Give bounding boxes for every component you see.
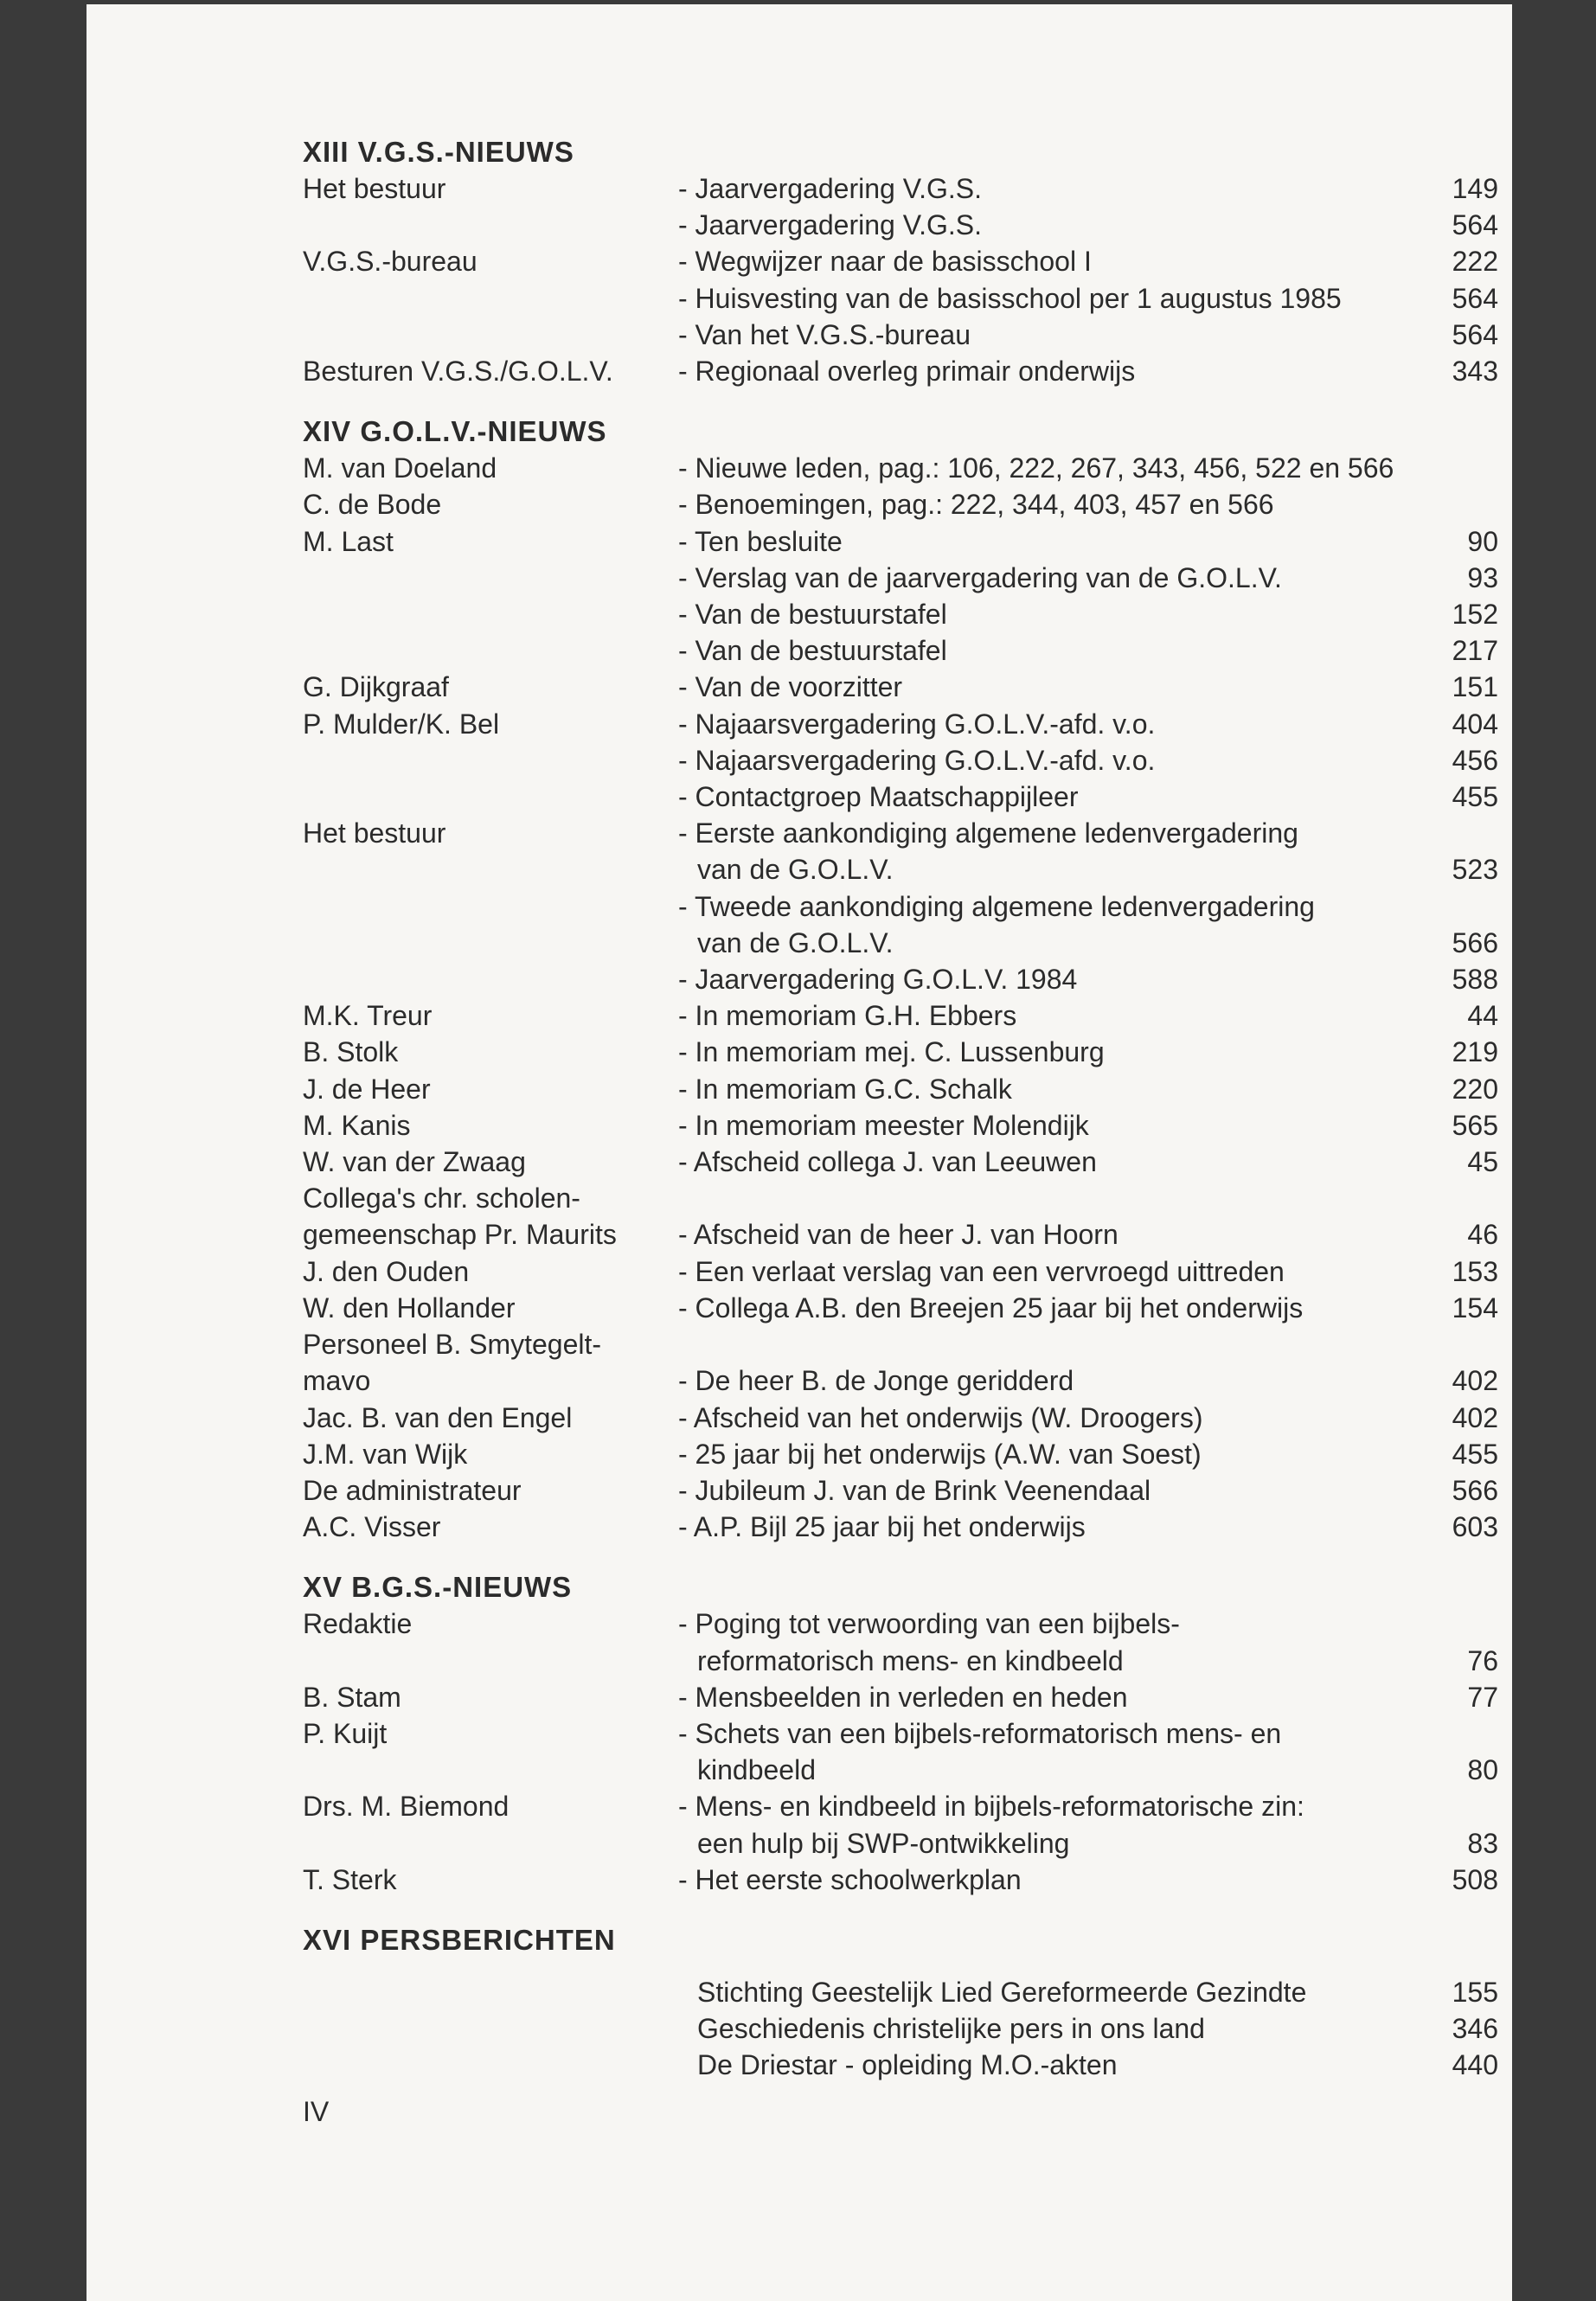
entry-title-line: reformatorisch mens- en kindbeeld xyxy=(697,1644,1124,1676)
entry-page-number: 402 xyxy=(1452,1401,1498,1433)
entry-title xyxy=(678,1144,1426,1180)
entry-title-line: - 25 jaar bij het onderwijs (A.W. van Soest) xyxy=(678,1438,1202,1470)
entry-title-line: - Het eerste schoolwerkplan xyxy=(678,1863,1022,1895)
entry-title xyxy=(678,2047,1426,2083)
entry-author xyxy=(303,1974,678,2010)
entry-title-line xyxy=(678,1180,1426,1216)
entry-title-line: - Jubileum J. van de Brink Veenendaal xyxy=(678,1474,1151,1506)
index-entry-row xyxy=(303,1472,1498,1509)
index-entry-row xyxy=(303,486,1498,522)
index-entry-row xyxy=(303,1362,1498,1399)
index-entry-row xyxy=(303,1715,1498,1788)
entry-author: V.G.S.-bureau xyxy=(303,246,478,278)
entry-title xyxy=(678,1071,1426,1107)
entry-title xyxy=(678,815,1426,888)
entry-title-line: - Regionaal overleg primair onderwijs xyxy=(678,356,1136,388)
entry-title xyxy=(678,1253,1426,1290)
entry-title-line: - In memoriam mej. C. Lussenburg xyxy=(678,1036,1105,1068)
entry-title-line: - Ten besluite xyxy=(678,525,843,557)
entry-author: Personeel B. Smytegelt- xyxy=(303,1329,602,1361)
entry-title xyxy=(678,1606,1426,1678)
entry-title xyxy=(678,779,1426,815)
entry-author: W. den Hollander xyxy=(303,1292,516,1324)
entry-page-number: 603 xyxy=(1452,1511,1498,1543)
index-entry-row xyxy=(303,1606,1498,1678)
entry-title xyxy=(678,243,1426,279)
entry-title xyxy=(678,632,1426,669)
entry-author: M.K. Treur xyxy=(303,1000,433,1032)
index-content xyxy=(303,134,1498,2084)
entry-title-line: - Jaarvergadering V.G.S. xyxy=(678,209,982,241)
entry-title-line: - In memoriam G.C. Schalk xyxy=(678,1073,1012,1105)
entry-page-number: 508 xyxy=(1452,1863,1498,1895)
entry-author: gemeenschap Pr. Maurits xyxy=(303,1219,617,1251)
index-entry-row xyxy=(303,997,1498,1034)
entry-title-line: - Poging tot verwoording van een bijbels- xyxy=(678,1608,1180,1640)
entry-title xyxy=(678,1326,1426,1362)
entry-page-number: 149 xyxy=(1452,173,1498,204)
index-entry-row xyxy=(303,888,1498,961)
index-entry-row xyxy=(303,450,1498,486)
entry-author xyxy=(303,888,678,961)
entry-title-line: een hulp bij SWP-ontwikkeling xyxy=(697,1827,1070,1859)
entry-author: Het bestuur xyxy=(303,817,446,849)
entry-author: Collega's chr. scholen- xyxy=(303,1183,580,1215)
entry-author xyxy=(303,2047,678,2083)
entry-page-number: 455 xyxy=(1452,781,1498,813)
entry-title xyxy=(678,706,1426,742)
entry-page-number: 564 xyxy=(1452,282,1498,314)
entry-author: M. Last xyxy=(303,525,394,557)
index-entry-row xyxy=(303,170,1498,207)
entry-title xyxy=(678,1788,1426,1861)
index-entry-row xyxy=(303,1071,1498,1107)
entry-author: B. Stolk xyxy=(303,1036,399,1068)
entry-title xyxy=(678,961,1426,997)
entry-author: J. den Ouden xyxy=(303,1255,470,1287)
entry-title xyxy=(678,1472,1426,1509)
entry-title xyxy=(678,1400,1426,1436)
entry-author xyxy=(303,317,678,353)
entry-title-line: van de G.O.L.V. xyxy=(697,854,894,886)
index-entry-row xyxy=(303,706,1498,742)
entry-title xyxy=(678,742,1426,779)
index-entry-row xyxy=(303,280,1498,317)
index-entry-row xyxy=(303,1788,1498,1861)
entry-page-number: 154 xyxy=(1452,1292,1498,1324)
page-number: IV xyxy=(303,2096,330,2127)
index-entry-row xyxy=(303,779,1498,815)
entry-title-line: - Afscheid van het onderwijs (W. Droogers) xyxy=(678,1401,1203,1433)
entry-author xyxy=(303,632,678,669)
entry-title xyxy=(678,170,1426,207)
entry-title-line: - Een verlaat verslag van een vervroegd uittreden xyxy=(678,1255,1285,1287)
entry-author: J. de Heer xyxy=(303,1073,431,1105)
entry-page-number: 455 xyxy=(1452,1438,1498,1470)
entry-page-number: 220 xyxy=(1452,1073,1498,1105)
entry-author: Jac. B. van den Engel xyxy=(303,1401,573,1433)
entry-title xyxy=(678,280,1426,317)
entry-title-line: - Nieuwe leden, pag.: 106, 222, 267, 343, 456, 522 en 566 xyxy=(678,452,1394,484)
entry-title-line: - Schets van een bijbels-reformatorisch mens- en xyxy=(678,1717,1282,1749)
entry-author: J.M. van Wijk xyxy=(303,1438,468,1470)
entry-title-line: - Van het V.G.S.-bureau xyxy=(678,318,971,350)
index-entry-row xyxy=(303,353,1498,389)
entry-author xyxy=(303,742,678,779)
entry-title xyxy=(678,596,1426,632)
entry-title xyxy=(678,1436,1426,1472)
entry-page-number: 93 xyxy=(1467,561,1498,593)
index-entry-row xyxy=(303,1180,1498,1216)
index-section xyxy=(303,134,1498,389)
entry-title-line: - Najaarsvergadering G.O.L.V.-afd. v.o. xyxy=(678,744,1156,776)
entry-title-line: - Verslag van de jaarvergadering van de G.O.L.V. xyxy=(678,561,1282,593)
entry-title-line: - Jaarvergadering V.G.S. xyxy=(678,173,982,204)
entry-author: W. van der Zwaag xyxy=(303,1146,526,1178)
entry-title-line: - Collega A.B. den Breejen 25 jaar bij het onderwijs xyxy=(678,1292,1304,1324)
entry-title xyxy=(678,1509,1426,1545)
entry-author: C. de Bode xyxy=(303,489,442,521)
entry-page-number: 44 xyxy=(1467,1000,1498,1032)
entry-page-number: 80 xyxy=(1467,1754,1498,1786)
entry-title-line: - Van de bestuurstafel xyxy=(678,599,947,631)
entry-page-number: 404 xyxy=(1452,708,1498,740)
entry-title-line: Geschiedenis christelijke pers in ons land xyxy=(697,2013,1205,2045)
entry-title xyxy=(678,1290,1426,1326)
entry-title-line: - De heer B. de Jonge geridderd xyxy=(678,1365,1074,1397)
index-entry-row xyxy=(303,742,1498,779)
entry-title xyxy=(678,1362,1426,1399)
section-title: XIII V.G.S.-NIEUWS xyxy=(303,136,574,168)
entry-page-number: 76 xyxy=(1467,1644,1498,1676)
entry-title xyxy=(678,669,1426,705)
entry-author: P. Mulder/K. Bel xyxy=(303,708,500,740)
index-entry-row xyxy=(303,961,1498,997)
index-section xyxy=(303,1922,1498,2084)
section-title: XV B.G.S.-NIEUWS xyxy=(303,1571,573,1604)
section-title: XVI PERSBERICHTEN xyxy=(303,1923,616,1956)
entry-page-number: 402 xyxy=(1452,1365,1498,1397)
index-entry-row xyxy=(303,523,1498,560)
entry-title xyxy=(678,1216,1426,1253)
entry-title xyxy=(678,888,1426,961)
index-entry-row xyxy=(303,1436,1498,1472)
entry-title-line xyxy=(678,1326,1426,1362)
entry-title xyxy=(678,523,1426,560)
index-entry-row xyxy=(303,1326,1498,1362)
index-entry-row xyxy=(303,1862,1498,1898)
entry-title xyxy=(678,1679,1426,1715)
index-entry-row xyxy=(303,207,1498,243)
index-entry-row xyxy=(303,317,1498,353)
entry-page-number: 564 xyxy=(1452,318,1498,350)
entry-title-line: kindbeeld xyxy=(697,1754,816,1786)
index-entry-row xyxy=(303,560,1498,596)
entry-author: T. Sterk xyxy=(303,1863,397,1895)
entry-title-line: - Jaarvergadering G.O.L.V. 1984 xyxy=(678,964,1078,996)
entry-title xyxy=(678,1034,1426,1070)
entry-page-number: 90 xyxy=(1467,525,1498,557)
entry-title xyxy=(678,450,1426,486)
entry-title-line: De Driestar - opleiding M.O.-akten xyxy=(697,2049,1118,2081)
index-entry-row xyxy=(303,1400,1498,1436)
entry-title xyxy=(678,1862,1426,1898)
index-entry-row xyxy=(303,2010,1498,2047)
index-entry-row xyxy=(303,1034,1498,1070)
entry-author: Het bestuur xyxy=(303,173,446,204)
entry-page-number: 46 xyxy=(1467,1219,1498,1251)
entry-page-number: 77 xyxy=(1467,1681,1498,1713)
entry-title xyxy=(678,2010,1426,2047)
entry-title-line: - Afscheid van de heer J. van Hoorn xyxy=(678,1219,1118,1251)
entry-author xyxy=(303,961,678,997)
entry-title-line: - Huisvesting van de basisschool per 1 augustus 1985 xyxy=(678,282,1342,314)
index-entry-row xyxy=(303,1974,1498,2010)
entry-title-line: - Najaarsvergadering G.O.L.V.-afd. v.o. xyxy=(678,708,1156,740)
entry-author xyxy=(303,280,678,317)
entry-title xyxy=(678,560,1426,596)
entry-page-number: 456 xyxy=(1452,744,1498,776)
entry-page-number: 346 xyxy=(1452,2013,1498,2045)
index-section xyxy=(303,413,1498,1545)
entry-title-line: - Wegwijzer naar de basisschool I xyxy=(678,246,1092,278)
entry-title-line: - In memoriam G.H. Ebbers xyxy=(678,1000,1017,1032)
entry-page-number: 152 xyxy=(1452,599,1498,631)
entry-author: Besturen V.G.S./G.O.L.V. xyxy=(303,356,613,388)
entry-title xyxy=(678,486,1426,522)
entry-title xyxy=(678,353,1426,389)
scanned-page xyxy=(87,4,1512,2301)
entry-page-number: 440 xyxy=(1452,2049,1498,2081)
index-entry-row xyxy=(303,243,1498,279)
entry-author: M. Kanis xyxy=(303,1109,411,1141)
entry-page-number: 155 xyxy=(1452,1976,1498,2008)
entry-title xyxy=(678,1715,1426,1788)
index-entry-row xyxy=(303,596,1498,632)
entry-page-number: 219 xyxy=(1452,1036,1498,1068)
entry-title xyxy=(678,997,1426,1034)
entry-title xyxy=(678,1974,1426,2010)
entry-title xyxy=(678,207,1426,243)
entry-title-line: - Eerste aankondiging algemene ledenvergadering xyxy=(678,817,1298,849)
index-entry-row xyxy=(303,1679,1498,1715)
entry-page-number: 565 xyxy=(1452,1109,1498,1141)
entry-author: M. van Doeland xyxy=(303,452,497,484)
entry-page-number: 564 xyxy=(1452,209,1498,241)
index-entry-row xyxy=(303,1253,1498,1290)
entry-author: De administrateur xyxy=(303,1474,522,1506)
index-entry-row xyxy=(303,669,1498,705)
entry-title xyxy=(678,317,1426,353)
entry-title-line: - Benoemingen, pag.: 222, 344, 403, 457 en 566 xyxy=(678,489,1274,521)
entry-title-line: - Mensbeelden in verleden en heden xyxy=(678,1681,1128,1713)
entry-page-number: 523 xyxy=(1452,854,1498,886)
index-entry-row xyxy=(303,2047,1498,2083)
entry-title-line: - Van de bestuurstafel xyxy=(678,635,947,667)
entry-author: mavo xyxy=(303,1365,371,1397)
entry-title-line: - Mens- en kindbeeld in bijbels-reformatorische zin: xyxy=(678,1791,1304,1823)
entry-page-number: 153 xyxy=(1452,1255,1498,1287)
index-entry-row xyxy=(303,632,1498,669)
entry-author: Drs. M. Biemond xyxy=(303,1791,510,1823)
index-section xyxy=(303,1569,1498,1898)
entry-page-number: 83 xyxy=(1467,1827,1498,1859)
entry-page-number: 45 xyxy=(1467,1146,1498,1178)
entry-title-line: - A.P. Bijl 25 jaar bij het onderwijs xyxy=(678,1511,1086,1543)
index-entry-row xyxy=(303,815,1498,888)
entry-title-line: - Tweede aankondiging algemene ledenvergadering xyxy=(678,890,1315,922)
entry-author xyxy=(303,2010,678,2047)
entry-title-line: - Afscheid collega J. van Leeuwen xyxy=(678,1146,1097,1178)
entry-page-number: 566 xyxy=(1452,926,1498,958)
entry-title-line: - Van de voorzitter xyxy=(678,671,903,703)
entry-title xyxy=(678,1107,1426,1144)
entry-page-number: 222 xyxy=(1452,246,1498,278)
entry-page-number: 588 xyxy=(1452,964,1498,996)
entry-title xyxy=(678,1180,1426,1216)
section-title: XIV G.O.L.V.-NIEUWS xyxy=(303,415,607,448)
entry-author xyxy=(303,596,678,632)
entry-title-line: - Contactgroep Maatschappijleer xyxy=(678,781,1079,813)
entry-author: A.C. Visser xyxy=(303,1511,441,1543)
entry-title-line: Stichting Geestelijk Lied Gereformeerde Gezindte xyxy=(697,1976,1307,2008)
entry-author: Redaktie xyxy=(303,1608,413,1640)
entry-page-number: 566 xyxy=(1452,1474,1498,1506)
index-entry-row xyxy=(303,1144,1498,1180)
index-entry-row xyxy=(303,1216,1498,1253)
entry-page-number: 217 xyxy=(1452,635,1498,667)
index-entry-row xyxy=(303,1509,1498,1545)
entry-author: B. Stam xyxy=(303,1681,401,1713)
index-entry-row xyxy=(303,1107,1498,1144)
entry-author xyxy=(303,560,678,596)
entry-page-number: 151 xyxy=(1452,671,1498,703)
entry-author xyxy=(303,207,678,243)
entry-author: G. Dijkgraaf xyxy=(303,671,449,703)
entry-title-line: - In memoriam meester Molendijk xyxy=(678,1109,1089,1141)
entry-page-number: 343 xyxy=(1452,356,1498,388)
index-entry-row xyxy=(303,1290,1498,1326)
entry-author: P. Kuijt xyxy=(303,1717,388,1749)
entry-author xyxy=(303,779,678,815)
entry-title-line: van de G.O.L.V. xyxy=(697,926,894,958)
